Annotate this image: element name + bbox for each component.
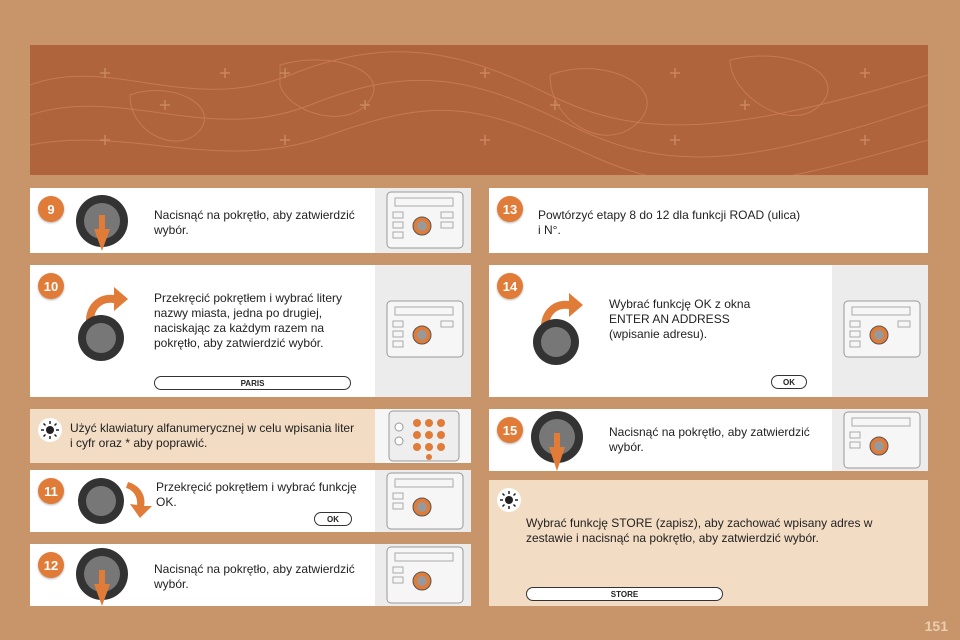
keypad-image bbox=[375, 409, 471, 463]
rotate-arrow-icon bbox=[124, 480, 154, 520]
option-pill: PARIS bbox=[154, 376, 351, 390]
topo-pattern bbox=[30, 45, 928, 175]
header-banner bbox=[30, 45, 928, 175]
step-13-panel bbox=[489, 188, 928, 253]
step-12-panel bbox=[30, 544, 471, 606]
knob-icon bbox=[76, 313, 126, 363]
radio-unit-image bbox=[832, 265, 928, 397]
radio-unit-image bbox=[375, 470, 471, 532]
knob-icon bbox=[76, 476, 126, 526]
tip-2-panel bbox=[489, 480, 928, 606]
step-badge: 12 bbox=[38, 552, 64, 578]
tip-1-panel bbox=[30, 409, 471, 463]
step-badge: 9 bbox=[38, 196, 64, 222]
tip-text: Użyć klawiatury alfanumerycznej w celu wpisania liter i cyfr oraz * aby poprawić. bbox=[70, 421, 355, 450]
radio-unit-image bbox=[832, 409, 928, 471]
step-text: Nacisnąć na pokrętło, aby zatwierdzić wybór. bbox=[154, 208, 355, 237]
tip-sun-icon bbox=[497, 488, 521, 512]
step-badge: 10 bbox=[38, 273, 64, 299]
tip-sun-icon bbox=[38, 418, 62, 442]
option-pill: OK bbox=[771, 375, 807, 389]
radio-unit-image bbox=[375, 188, 471, 253]
step-text: Przekręcić pokrętłem i wybrać litery nazwy miasta, jedna po drugiej, naciskając za każdym razem na pokrętło, aby zatwierdzić wybór. bbox=[154, 291, 343, 350]
option-pill: OK bbox=[314, 512, 352, 526]
step-badge: 13 bbox=[497, 196, 523, 222]
step-badge: 15 bbox=[497, 417, 523, 443]
step-10-panel bbox=[30, 265, 471, 397]
radio-unit-image bbox=[375, 544, 471, 606]
step-text: Nacisnąć na pokrętło, aby zatwierdzić wybór. bbox=[154, 562, 355, 591]
page-number: 151 bbox=[924, 618, 948, 634]
step-text: Przekręcić pokrętłem i wybrać funkcję OK. bbox=[156, 480, 357, 509]
step-text: Wybrać funkcję OK z okna ENTER AN ADDRESS (wpisanie adresu). bbox=[609, 297, 751, 341]
step-9-panel bbox=[30, 188, 471, 253]
knob-press-icon bbox=[72, 193, 132, 253]
knob-press-icon bbox=[72, 544, 132, 606]
radio-unit-image bbox=[375, 265, 471, 397]
option-pill: STORE bbox=[526, 587, 723, 601]
step-text: Nacisnąć na pokrętło, aby zatwierdzić wybór. bbox=[609, 425, 810, 454]
knob-icon bbox=[531, 317, 581, 367]
knob-press-icon bbox=[527, 409, 587, 471]
tip-text: Wybrać funkcję STORE (zapisz), aby zachować wpisany adres w zestawie i nacisnąć na pokrętło, aby zatwierdzić wybór. bbox=[526, 516, 873, 545]
step-badge: 14 bbox=[497, 273, 523, 299]
step-badge: 11 bbox=[38, 478, 64, 504]
step-15-panel bbox=[489, 409, 928, 471]
step-14-panel bbox=[489, 265, 928, 397]
step-11-panel bbox=[30, 470, 471, 532]
step-text: Powtórzyć etapy 8 do 12 dla funkcji ROAD (ulica) i N°. bbox=[538, 208, 801, 237]
